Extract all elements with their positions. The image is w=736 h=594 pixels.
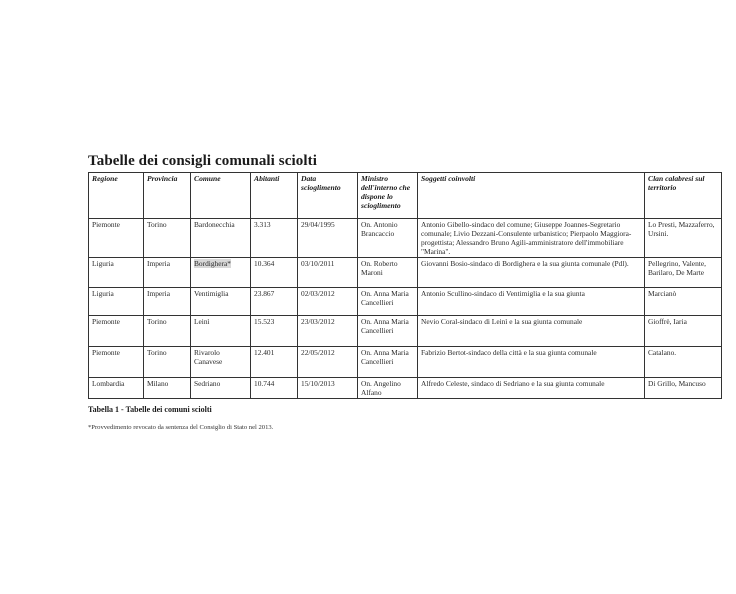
- cell-clan: Catalano.: [645, 347, 722, 378]
- cell-provincia: Torino: [144, 347, 191, 378]
- cell-soggetti: Fabrizio Bertot-sindaco della città e la sua giunta comunale: [418, 347, 645, 378]
- cell-clan: Lo Presti, Mazzaferro, Ursini.: [645, 219, 722, 258]
- page-title: Tabelle dei consigli comunali sciolti: [88, 153, 317, 169]
- cell-provincia: Torino: [144, 316, 191, 347]
- cell-soggetti: Antonio Scullino-sindaco di Ventimiglia e la sua giunta: [418, 288, 645, 316]
- cell-ministro: On. Anna Maria Cancellieri: [358, 347, 418, 378]
- cell-clan: Pellegrino, Valente, Barilaro, De Marte: [645, 258, 722, 288]
- cell-soggetti: Giovanni Bosio-sindaco di Bordighera e la sua giunta comunale (Pdl).: [418, 258, 645, 288]
- cell-provincia: Torino: [144, 219, 191, 258]
- header-soggetti: Soggetti coinvolti: [418, 173, 645, 219]
- header-provincia: Provincia: [144, 173, 191, 219]
- table-header-row: [89, 173, 722, 219]
- cell-abitanti: 23.867: [251, 288, 298, 316]
- cell-abitanti: 3.313: [251, 219, 298, 258]
- cell-abitanti: 15.523: [251, 316, 298, 347]
- cell-soggetti: Nevio Coral-sindaco di Leinì e la sua giunta comunale: [418, 316, 645, 347]
- cell-comune: Sedriano: [191, 378, 251, 399]
- header-abitanti: Abitanti: [251, 173, 298, 219]
- cell-clan: Di Grillo, Mancuso: [645, 378, 722, 399]
- cell-abitanti: 12.401: [251, 347, 298, 378]
- cell-data: 03/10/2011: [298, 258, 358, 288]
- cell-regione: Liguria: [89, 258, 144, 288]
- cell-comune: [191, 258, 251, 288]
- table-row: [89, 378, 722, 399]
- cell-comune: Leinì: [191, 316, 251, 347]
- cell-comune: Rivarolo Canavese: [191, 347, 251, 378]
- header-regione: Regione: [89, 173, 144, 219]
- table-row: [89, 258, 722, 288]
- cell-clan: Marcianò: [645, 288, 722, 316]
- table-row: [89, 219, 722, 258]
- cell-ministro: On. Anna Maria Cancellieri: [358, 316, 418, 347]
- header-clan: Clan calabresi sul territorio: [645, 173, 722, 219]
- table-row: [89, 347, 722, 378]
- cell-provincia: Milano: [144, 378, 191, 399]
- cell-regione: Lombardia: [89, 378, 144, 399]
- header-comune: Comune: [191, 173, 251, 219]
- cell-abitanti: 10.744: [251, 378, 298, 399]
- cell-ministro: On. Angelino Alfano: [358, 378, 418, 399]
- cell-data: 23/03/2012: [298, 316, 358, 347]
- cell-data: 02/03/2012: [298, 288, 358, 316]
- cell-provincia: Imperia: [144, 258, 191, 288]
- cell-soggetti: Antonio Gibello-sindaco del comune; Giuseppe Joannes-Segretario comunale; Livio Dezzani-Consulente urbanistico; Pierpaolo Maggiora-progettista; Alessandro Bruno Agili-amministratore dell'immobiliare "Marina".: [418, 219, 645, 258]
- cell-ministro: On. Antonio Brancaccio: [358, 219, 418, 258]
- cell-data: 29/04/1995: [298, 219, 358, 258]
- highlighted-comune: Bordighera*: [194, 259, 231, 268]
- cell-regione: Piemonte: [89, 316, 144, 347]
- councils-table: [88, 172, 722, 399]
- cell-regione: Liguria: [89, 288, 144, 316]
- cell-regione: Piemonte: [89, 347, 144, 378]
- cell-ministro: On. Roberto Maroni: [358, 258, 418, 288]
- cell-abitanti: 10.364: [251, 258, 298, 288]
- footnote: *Provvedimento revocato da sentenza del Consiglio di Stato nel 2013.: [88, 424, 274, 431]
- cell-clan: Gioffrè, Iaria: [645, 316, 722, 347]
- header-data: Data scioglimento: [298, 173, 358, 219]
- table-row: [89, 316, 722, 347]
- cell-regione: Piemonte: [89, 219, 144, 258]
- cell-ministro: On. Anna Maria Cancellieri: [358, 288, 418, 316]
- header-ministro: Ministro dell'interno che dispone lo scioglimento: [358, 173, 418, 219]
- cell-data: 22/05/2012: [298, 347, 358, 378]
- table-row: [89, 288, 722, 316]
- table-caption: Tabella 1 - Tabelle dei comuni sciolti: [88, 405, 212, 414]
- cell-comune: Bardonecchia: [191, 219, 251, 258]
- cell-data: 15/10/2013: [298, 378, 358, 399]
- cell-comune: Ventimiglia: [191, 288, 251, 316]
- cell-provincia: Imperia: [144, 288, 191, 316]
- cell-soggetti: Alfredo Celeste, sindaco di Sedriano e la sua giunta comunale: [418, 378, 645, 399]
